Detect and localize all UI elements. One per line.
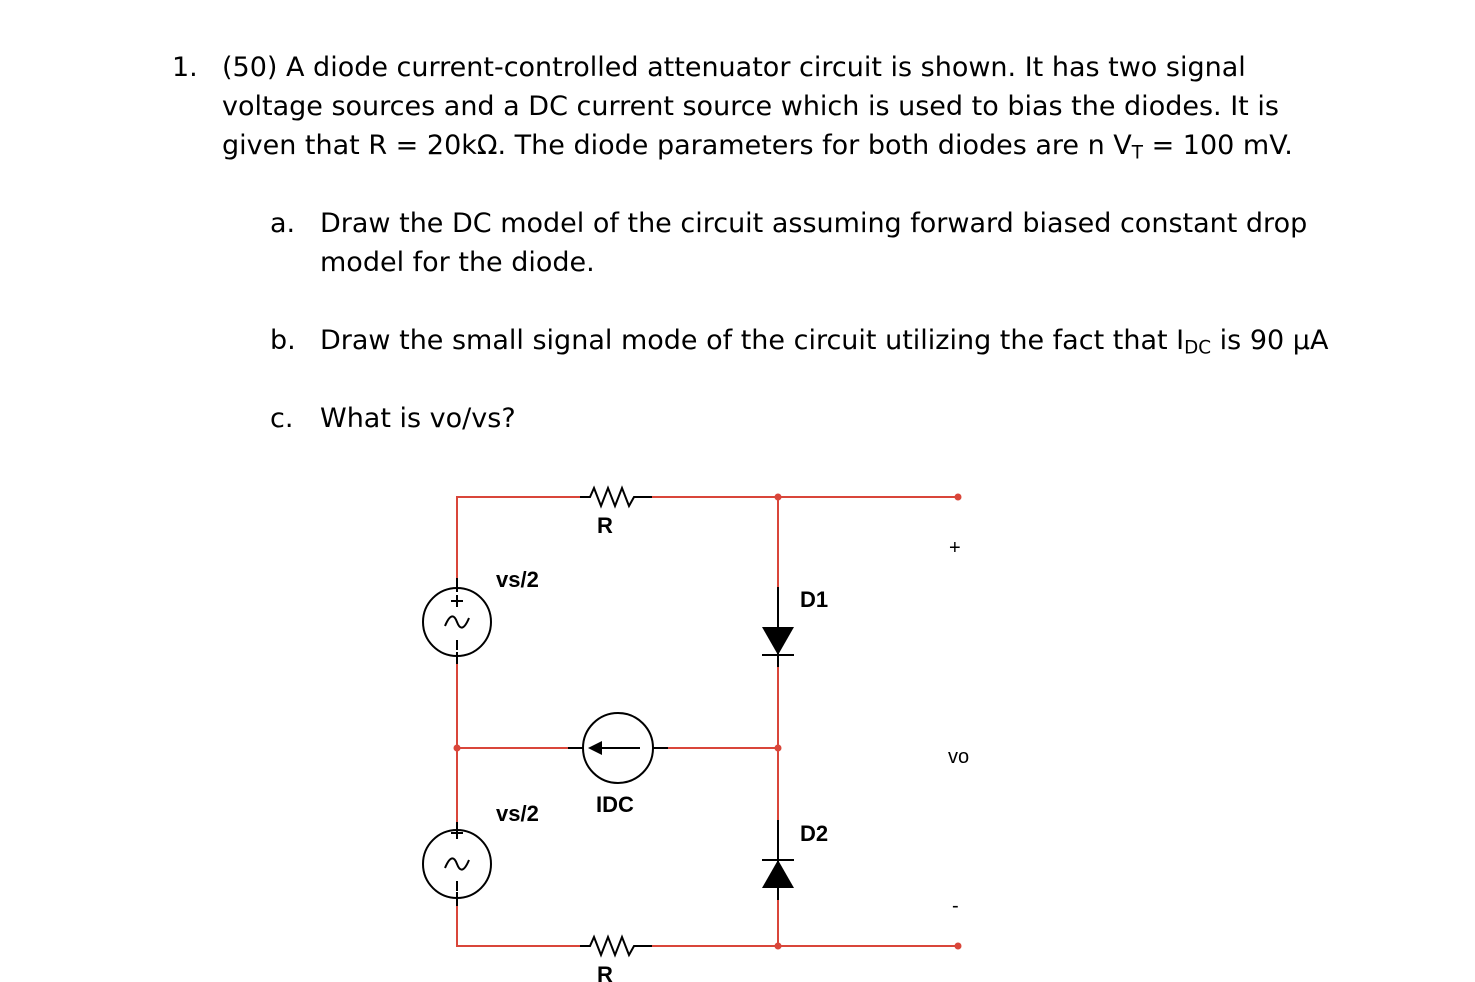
label-idc: IDC <box>596 792 634 817</box>
voltage-source-bottom <box>423 822 491 906</box>
label-output-plus: + <box>949 537 961 559</box>
label-r-top: R <box>597 513 613 538</box>
idc-subscript: DC <box>1184 337 1212 359</box>
node-mid-left <box>454 745 461 752</box>
label-d1: D1 <box>800 587 829 612</box>
diode-d1 <box>762 587 794 667</box>
label-output-vo: vo <box>948 746 970 768</box>
label-vs-top: vs/2 <box>496 567 539 592</box>
label-output-minus: - <box>952 895 959 917</box>
part-a-letter: a. <box>270 208 296 239</box>
node-bottom-junction <box>775 943 782 950</box>
terminal-out-minus <box>955 943 962 950</box>
wire-bottom-left <box>457 894 580 946</box>
vt-subscript: T <box>1131 142 1143 164</box>
label-vs-bottom: vs/2 <box>496 801 539 826</box>
resistor-bottom <box>580 937 652 955</box>
part-c-text: What is vo/vs? <box>320 403 516 434</box>
label-d2: D2 <box>800 821 829 846</box>
part-a-text: Draw the DC model of the circuit assuming forward biased constant drop model for the diode. <box>320 208 1308 278</box>
current-source-idc <box>568 713 668 783</box>
statement-end: = 100 mV. <box>1143 130 1293 161</box>
terminal-out-plus <box>955 494 962 501</box>
statement-text: (50) A diode current-controlled attenuator circuit is shown. It has two signal voltage sources and a DC current source which is used to bias the diodes. It is given that R = 20kΩ. The diode parameters for both diodes are n V <box>222 52 1279 161</box>
circuit-wires <box>457 497 958 946</box>
part-b-letter: b. <box>270 325 296 356</box>
circuit-nodes <box>454 494 962 950</box>
part-c-letter: c. <box>270 403 294 434</box>
part-b-end: is 90 µA <box>1211 325 1329 356</box>
diode-d2 <box>762 820 794 900</box>
label-r-bottom: R <box>597 962 613 982</box>
question-number: 1. <box>172 52 198 83</box>
voltage-source-top <box>423 578 491 664</box>
part-b-main: Draw the small signal mode of the circuit utilizing the fact that I <box>320 325 1185 356</box>
node-mid-right <box>775 745 782 752</box>
resistor-top <box>580 488 652 506</box>
node-top-junction <box>775 494 782 501</box>
